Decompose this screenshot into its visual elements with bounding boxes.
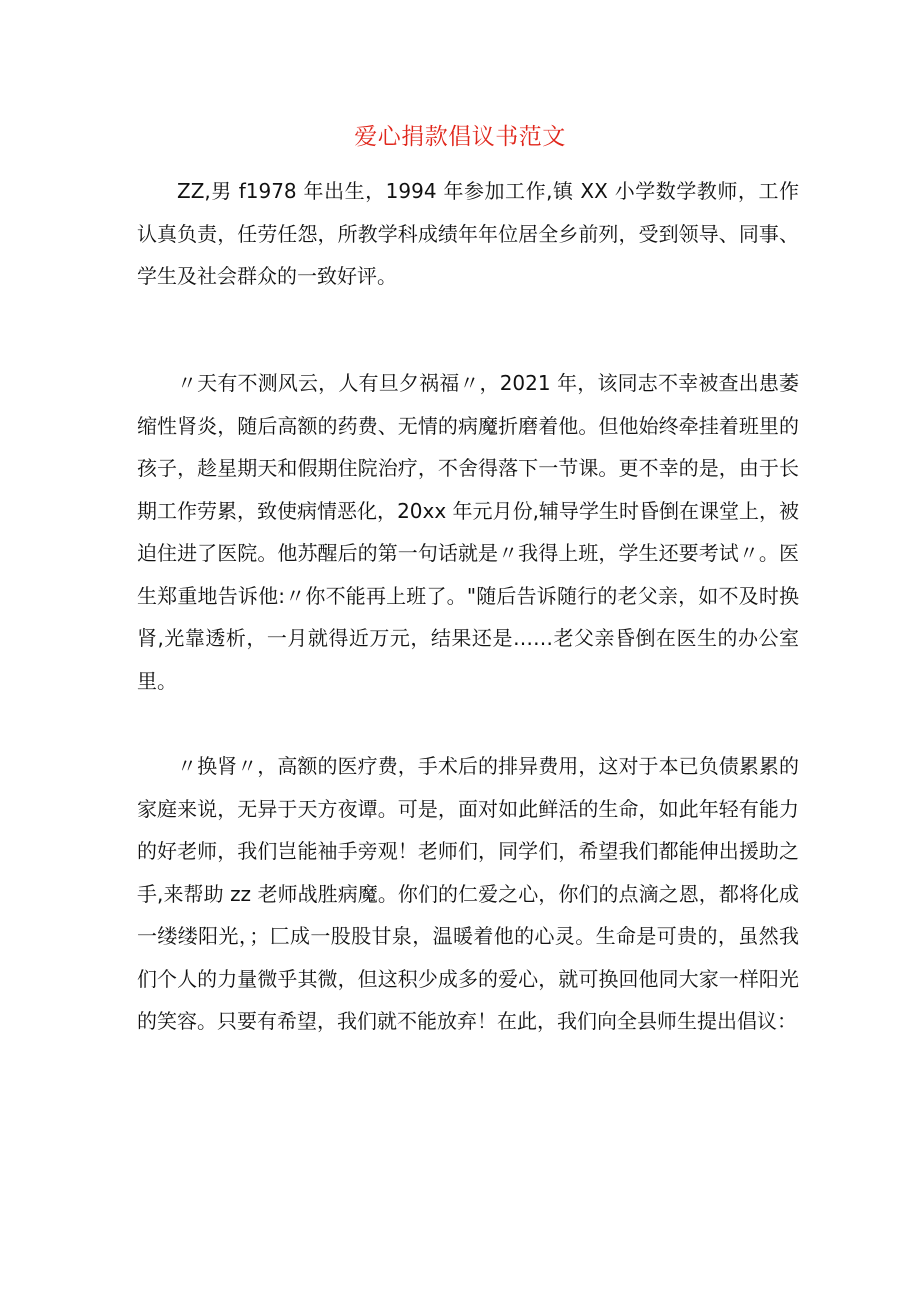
paragraph-illness: 〃天有不测风云，人有旦夕祸福〃，2021 年，该同志不幸被查出患萎缩性肾炎，随后高额的药费、无情的病魔折磨着他。但他始终牵挂着班里的孩子，趁星期天和假期住院治疗，不舍得落下一节课。更不幸的是，由于长期工作劳累，致使病情恶化，20xx 年元月份,辅导学生时昏倒在课堂上，被迫住进了医院。他苏醒后的第一句话就是〃我得上班，学生还要考试〃。医生郑重地告诉他:〃你不能再上班了。"随后告诉随行的老父亲，如不及时换肾,光靠透析，一月就得近万元，结果还是……老父亲昏倒在医生的办公室里。 xyxy=(137,371,799,693)
document-title: 爱心捐款倡议书范文 xyxy=(354,124,566,150)
paragraph-appeal: 〃换肾〃，高额的医疗费，手术后的排异费用，这对于本已负债累累的家庭来说，无异于天方夜谭。可是，面对如此鲜活的生命，如此年轻有能力的好老师，我们岂能袖手旁观！老师们，同学们，希望我们都能伸出援助之手,来帮助 zz 老师战胜病魔。你们的仁爱之心，你们的点滴之恩，都将化成一缕缕阳光，；匚成一股股甘泉，温暖着他的心灵。生命是可贵的，虽然我们个人的力量微乎其微，但这积少成多的爱心，就可换回他同大家一样阳光的笑容。只要有希望，我们就不能放弃！在此，我们向全县师生提出倡议： xyxy=(137,754,799,1033)
paragraph-intro: ZZ,男 f1978 年出生，1994 年参加工作,镇 XX 小学数学教师，工作认真负责，任劳任怨，所教学科成绩年年位居全乡前列，受到领导、同事、学生及社会群众的一致好评。 xyxy=(137,179,799,288)
